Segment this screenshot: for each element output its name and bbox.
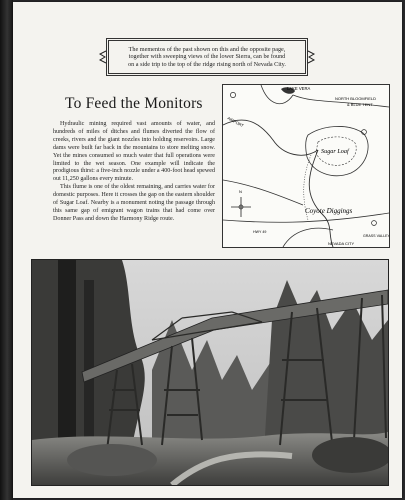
caption-box: [108, 40, 306, 74]
map-north-arrow: N: [239, 189, 242, 194]
map-label-sugar-loaf: Sugar Loaf: [321, 148, 349, 155]
flume-photo-image: [32, 260, 388, 485]
map-label-blue-tent: & BLUE TENT: [347, 102, 373, 107]
map-label-lake-vera: LAKE VERA: [287, 86, 311, 91]
ornament-left-icon: [98, 50, 107, 64]
map-marker-3: [372, 221, 377, 226]
map-label-coyote-diggings: Coyote Diggings: [305, 207, 353, 215]
caption-line-2: together with sweeping views of the lower Sierra, can be found: [128, 53, 286, 61]
ornament-right-icon: [307, 50, 316, 64]
paragraph-2: This flume is one of the oldest remaining, and carries water for domestic purposes. Here it crosses the gap on the eastern shoulder of Sugar Loaf. Nearby is a monument noting the passage through this same gap of emigrant wagon trains that had come over Donner Pass and down the Harmony Ridge route.: [53, 184, 215, 222]
map-label-road: GRASS VALLEY: [363, 234, 389, 238]
map-marker-1: [230, 92, 235, 97]
flume-photograph: [31, 259, 389, 486]
caption-line-3: on a side trip to the top of the ridge rising north of Nevada City.: [128, 60, 286, 68]
area-map: [222, 84, 390, 248]
map-road-7: [283, 228, 333, 247]
caption-line-1: The mementos of the past shown on this and the opposite page,: [128, 45, 286, 53]
paragraph-1: Hydraulic mining required vast amounts of water, and hundreds of miles of ditches and flumes diverted the flow of creeks, rivers and the giant nozzles into holding reservoirs. Large dams were built far back in the mountains to store melting snow. Yet the mines consumed so much water that full operations were limited to the wet season. One example will indicate the prodigious thirst: a five-inch nozzle under a 400-foot head spewed out 11,250 gallons every minute.: [53, 121, 215, 183]
compass-icon: [231, 197, 251, 217]
map-label-highway: HWY 49: [253, 230, 267, 234]
book-spine: [0, 0, 13, 500]
map-label-north-bloomfield: NORTH BLOOMFIELD: [335, 96, 377, 101]
article-title: To Feed the Monitors: [65, 95, 203, 112]
article-body: [53, 121, 215, 224]
map-drawing: [223, 85, 389, 247]
map-label-nevada-city: NEVADA CITY: [328, 241, 355, 246]
map-road-5: [223, 180, 303, 205]
map-label-airport: AIRPORT: [226, 115, 245, 129]
